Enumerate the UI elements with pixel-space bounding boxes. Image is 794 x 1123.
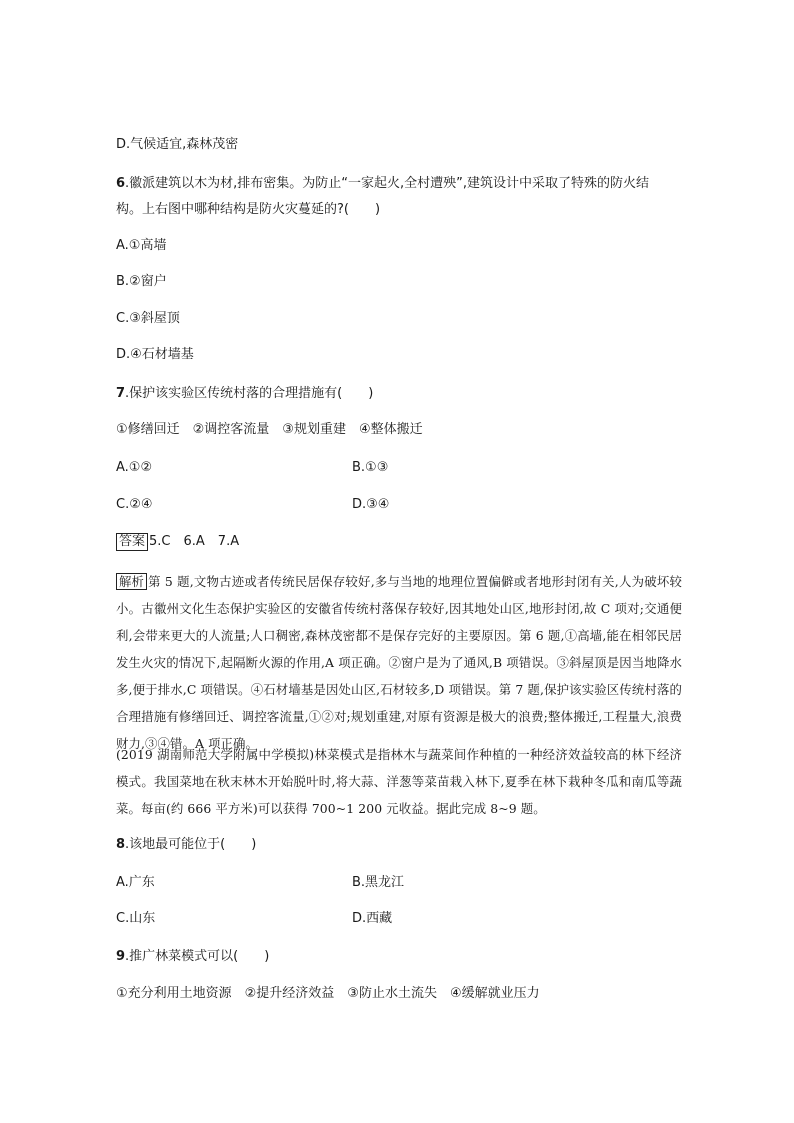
q8-option-d: D.西藏 (352, 911, 393, 926)
q7-option-a: A.①② (116, 460, 153, 475)
q7-options-row1 (116, 459, 389, 477)
q6-option-b: B.②窗户 (116, 274, 167, 289)
q9-choices: ①充分利用土地资源 ②提升经济效益 ③防止水土流失 ④缓解就业压力 (116, 986, 540, 1001)
q8-option-b: B.黑龙江 (352, 875, 405, 890)
q7-number: 7 (116, 386, 126, 401)
q7-option-c: C.②④ (116, 497, 153, 512)
analysis-paragraph (116, 568, 682, 757)
q5-option-d: D.气候适宜,森林茂密 (116, 137, 239, 152)
answer-text: 5.C 6.A 7.A (149, 534, 240, 549)
answer-line (116, 533, 239, 551)
q9-stem: 9.推广林菜模式可以( ) (116, 949, 270, 964)
q6-stem-line2: 构。上右图中哪种结构是防火灾蔓延的?( ) (116, 202, 381, 217)
q8-option-c: C.山东 (116, 911, 156, 926)
q6-number: 6 (116, 176, 126, 191)
q6-option-d: D.④石材墙基 (116, 347, 194, 362)
q7-options-row2 (116, 496, 390, 514)
q6-option-a: A.①高墙 (116, 238, 167, 253)
q6-stem-line1: 6.徽派建筑以木为材,排布密集。为防止“一家起火,全村遭殃”,建筑设计中采取了特殊的防火结 (116, 176, 650, 191)
q8-number: 8 (116, 837, 126, 852)
q8-stem: 8.该地最可能位于( ) (116, 837, 257, 852)
q8-options-row1 (116, 874, 405, 892)
q8-option-a: A.广东 (116, 875, 155, 890)
q7-option-d: D.③④ (352, 497, 390, 512)
analysis-text: 第 5 题,文物古迹或者传统民居保存较好,多与当地的地理位置偏僻或者地形封闭有关,人为破坏较小。古徽州文化生态保护实验区的安徽省传统村落保存较好,因其地处山区,地形封闭,故 C 项对;交通便利,会带来更大的人流量;人口稠密,森林茂密都不是保存完好的主要原因。第 6 题,①高墙,能在相邻民居发生火灾的情况下,起隔断火源的作用,A 项正确。②窗户是为了通风,B 项错误。③斜屋顶是因当地降水多,便于排水,C 项错误。④石材墙基是因处山区,石材较多,D 项错误。第 7 题,保护该实验区传统村落的合理措施有修缮回迁、调控客流量,①②对;规划重建,对原有资源是极大的浪费;整体搬迁,工程量大,浪费财力,③④错。A 项正确。 (116, 574, 682, 751)
q7-choices: ①修缮回迁 ②调控客流量 ③规划重建 ④整体搬迁 (116, 422, 423, 437)
q9-number: 9 (116, 949, 126, 964)
q7-stem: 7.保护该实验区传统村落的合理措施有( ) (116, 386, 374, 401)
q8-options-row2 (116, 910, 393, 928)
material-paragraph: (2019 湖南师范大学附属中学模拟)林菜模式是指林木与蔬菜间作种植的一种经济效益较高的林下经济模式。我国菜地在秋末林木开始脱叶时,将大蒜、洋葱等菜苗栽入林下,夏季在林下栽种冬瓜和南瓜等蔬菜。每亩(约 666 平方米)可以获得 700~1 200 元收益。据此完成 8~9 题。 (116, 747, 682, 816)
q7-option-b: B.①③ (352, 460, 389, 475)
analysis-tag: 解析 (116, 573, 147, 590)
answer-tag: 答案 (116, 533, 148, 551)
q6-option-c: C.③斜屋顶 (116, 311, 180, 326)
